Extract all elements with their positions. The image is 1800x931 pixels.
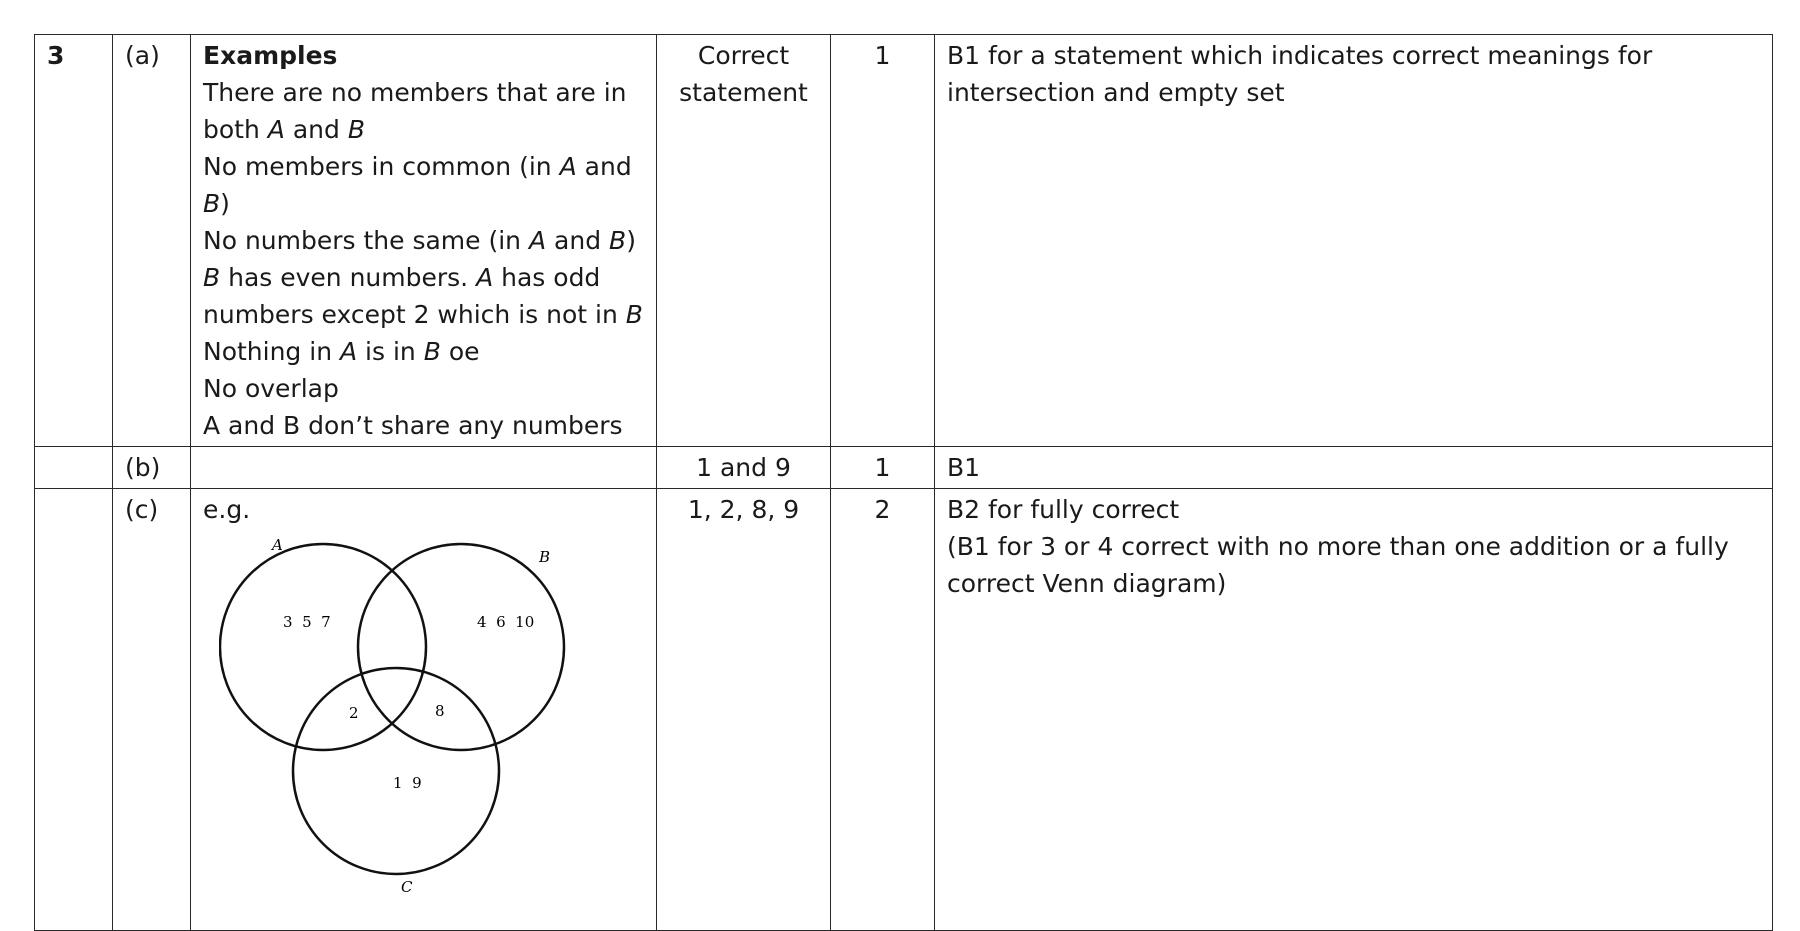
answer-a xyxy=(657,35,831,447)
working-c xyxy=(191,489,657,931)
answer-a-line-1: Correct xyxy=(697,41,790,70)
working-line xyxy=(203,185,644,222)
working-text: numbers except 2 which is not in xyxy=(203,300,626,329)
region-b-and-c: 8 xyxy=(435,702,445,720)
circle-b xyxy=(358,544,564,750)
set-label-c: C xyxy=(401,878,413,894)
notes-c xyxy=(935,489,1773,931)
set-letter: B xyxy=(609,226,627,255)
region-b-only: 4 6 10 xyxy=(477,613,535,631)
circle-a xyxy=(220,544,426,750)
notes-a-line-2: intersection and empty set xyxy=(947,78,1285,107)
question-number: 3 xyxy=(35,35,113,447)
working-text: Nothing in xyxy=(203,337,340,366)
mark-a: 1 xyxy=(831,35,935,447)
notes-c-line-1: B2 for fully correct xyxy=(947,495,1180,524)
row-b xyxy=(35,447,1773,489)
working-lines xyxy=(203,74,644,444)
working-text: and xyxy=(546,226,610,255)
region-a-and-c: 2 xyxy=(349,704,359,722)
working-text: No numbers the same (in xyxy=(203,226,529,255)
question-number-empty-c xyxy=(35,489,113,931)
set-label-a: A xyxy=(272,536,283,554)
venn-diagram-container xyxy=(203,528,644,928)
working-text: ) xyxy=(220,189,230,218)
region-a-only: 3 5 7 xyxy=(283,613,331,631)
answer-c: 1, 2, 8, 9 xyxy=(657,489,831,931)
notes-b: B1 xyxy=(935,447,1773,489)
working-text: is in xyxy=(357,337,424,366)
set-letter: B xyxy=(203,263,221,292)
part-label-a: (a) xyxy=(113,35,191,447)
working-line xyxy=(203,74,644,111)
mark-b: 1 xyxy=(831,447,935,489)
set-letter: B xyxy=(347,115,365,144)
working-text: and xyxy=(284,115,348,144)
set-letter: B xyxy=(625,300,643,329)
working-text: There are no members that are in xyxy=(203,78,627,107)
venn-diagram xyxy=(219,534,599,894)
notes-a xyxy=(935,35,1773,447)
working-line xyxy=(203,296,644,333)
answer-a-line-2: statement xyxy=(679,78,808,107)
set-letter: A xyxy=(340,337,358,366)
answer-b: 1 and 9 xyxy=(657,447,831,489)
working-line xyxy=(203,148,644,185)
working-line xyxy=(203,259,644,296)
mark-c: 2 xyxy=(831,489,935,931)
set-label-b: B xyxy=(539,548,551,566)
set-letter: A xyxy=(528,226,547,255)
working-text: No members in common (in xyxy=(203,152,560,181)
part-label-c: (c) xyxy=(113,489,191,931)
working-text: has even numbers. xyxy=(220,263,477,292)
working-c-label: e.g. xyxy=(203,495,251,524)
working-text: ) xyxy=(626,226,636,255)
working-a xyxy=(191,35,657,447)
working-text: has odd xyxy=(493,263,601,292)
question-number-empty-b xyxy=(35,447,113,489)
circle-c xyxy=(293,668,499,874)
notes-c-line-3: correct Venn diagram) xyxy=(947,569,1227,598)
working-line xyxy=(203,407,644,444)
working-text: A and B don’t share any numbers xyxy=(203,411,623,440)
set-letter: B xyxy=(423,337,441,366)
set-letter: A xyxy=(267,115,285,144)
working-text: oe xyxy=(440,337,480,366)
working-text: and xyxy=(576,152,632,181)
row-c xyxy=(35,489,1773,931)
working-b xyxy=(191,447,657,489)
working-line xyxy=(203,222,644,259)
mark-scheme-table xyxy=(34,34,1773,931)
working-heading: Examples xyxy=(203,41,338,70)
region-c-only: 1 9 xyxy=(393,774,422,792)
notes-a-line-1: B1 for a statement which indicates correct meanings for xyxy=(947,41,1653,70)
notes-c-line-2: (B1 for 3 or 4 correct with no more than one addition or a fully xyxy=(947,532,1729,561)
set-letter: A xyxy=(476,263,494,292)
working-line xyxy=(203,111,644,148)
set-letter: B xyxy=(203,189,221,218)
working-text: No overlap xyxy=(203,374,339,403)
row-a xyxy=(35,35,1773,447)
working-text: both xyxy=(203,115,268,144)
working-line xyxy=(203,370,644,407)
working-line xyxy=(203,333,644,370)
set-letter: A xyxy=(559,152,577,181)
part-label-b: (b) xyxy=(113,447,191,489)
